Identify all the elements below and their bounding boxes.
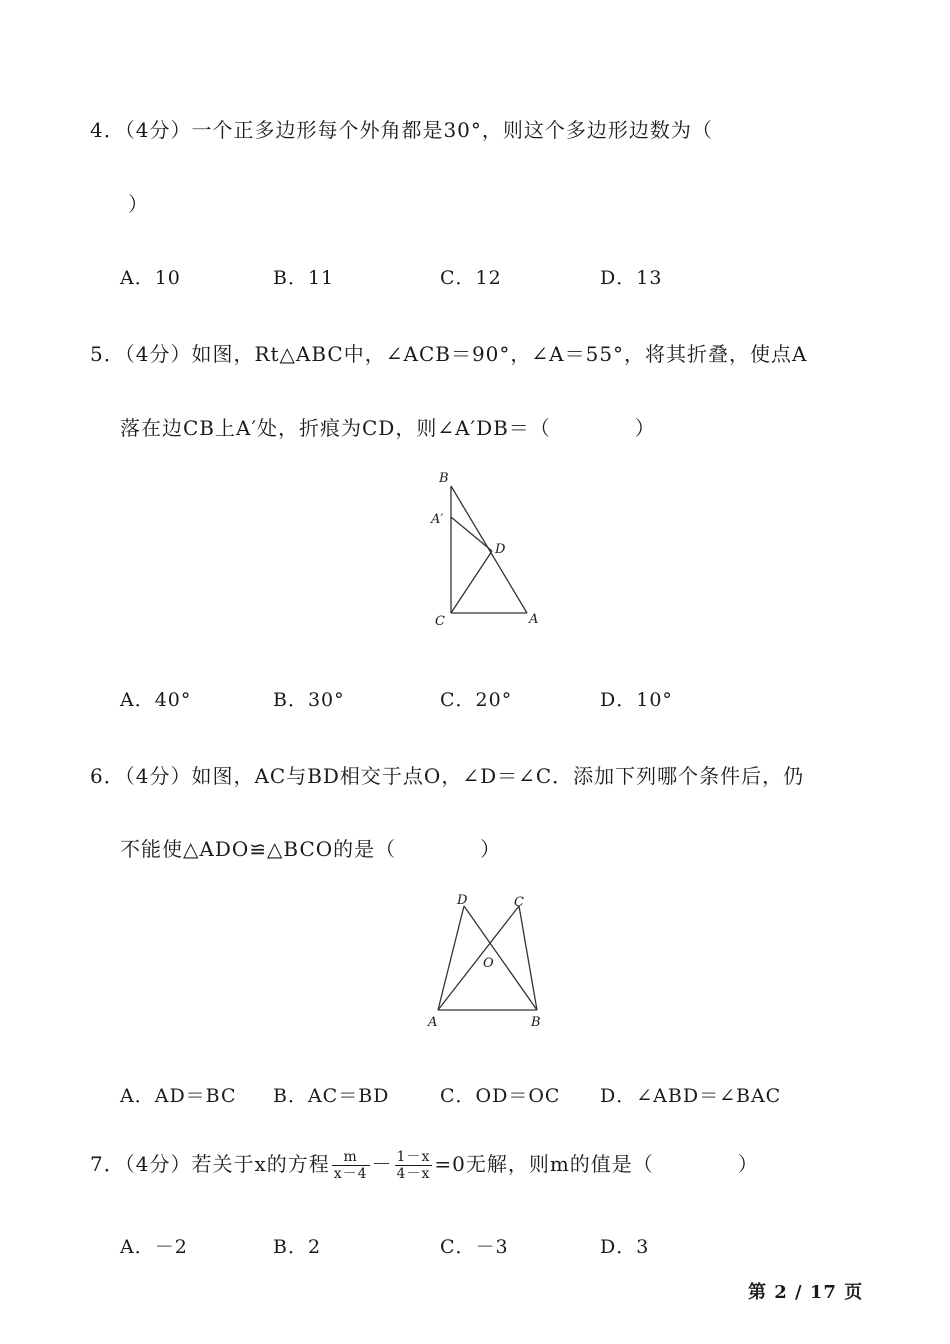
q6-edge-ad [438,906,464,1010]
q5-option-c: C．20° [440,689,513,711]
q6-label-o: O [483,956,494,971]
q6-stem-line1: 6．（4分）如图，AC与BD相交于点O，∠D＝∠C．添加下列哪个条件后，仍 [90,764,805,788]
q7-option-d: D．3 [600,1236,650,1258]
page-number: 第 2 / 17 页 [748,1282,864,1303]
q6-edge-bc [519,906,537,1010]
q7-option-c: C．－3 [440,1236,509,1258]
q6-option-b: B．AC＝BD [273,1085,390,1107]
q6-option-d: D．∠ABD＝∠BAC [600,1085,782,1107]
q4-option-d: D．13 [600,267,663,289]
q7-fraction-2-denominator: 4－x [396,1166,431,1182]
q7-minus-sign: － [371,1152,393,1176]
q6-option-a: A．AD＝BC [120,1085,237,1107]
q5-label-d: D [495,542,506,557]
q4-option-b: B．11 [273,267,335,289]
q5-option-b: B．30° [273,689,345,711]
q5-label-a-prime: A′ [431,512,444,527]
q6-edge-bd [464,906,537,1010]
q6-label-b: B [531,1015,541,1030]
q6-stem-line2: 不能使△ADO≌△BCO的是（ ） [120,837,502,861]
q7-option-b: B．2 [273,1236,322,1258]
q5-label-b: B [439,471,449,486]
q7-fraction-1-denominator: x－4 [333,1166,368,1182]
q5-stem-line1: 5．（4分）如图，Rt△ABC中，∠ACB＝90°，∠A＝55°，将其折叠，使点A [90,342,808,366]
q5-option-d: D．10° [600,689,673,711]
q4-option-a: A．10 [120,267,181,289]
q6-label-d: D [457,893,468,908]
q7-stem [90,1148,759,1182]
q5-label-c: C [435,614,445,629]
q7-option-a: A．－2 [120,1236,188,1258]
q5-label-a: A [529,612,539,627]
q5-edge-ba [451,486,527,613]
q5-stem-line2: 落在边CB上A′处，折痕为CD，则∠A′DB＝（ ） [120,416,656,440]
q7-fraction-1-numerator: m [332,1149,370,1166]
q7-stem-prefix: 7．（4分）若关于x的方程 [90,1152,330,1176]
q5-edge-cd [451,551,492,613]
q4-stem-line1: 4．（4分）一个正多边形每个外角都是30°，则这个多边形边数为（ [90,118,713,142]
q6-edge-ac [438,906,519,1010]
q4-stem-line2: ） [128,192,149,216]
q5-triangle-figure [420,466,550,630]
q7-fraction-1 [332,1149,370,1182]
q6-label-c: C [514,895,524,910]
q6-quadrilateral-figure [422,886,557,1032]
q7-stem-suffix: =0无解，则m的值是（ ） [434,1152,759,1176]
q5-option-a: A．40° [120,689,192,711]
q4-option-c: C．12 [440,267,502,289]
q6-option-c: C．OD＝OC [440,1085,561,1107]
q6-label-a: A [428,1015,438,1030]
q7-fraction-2 [395,1149,433,1182]
q7-fraction-2-numerator: 1－x [396,1149,431,1165]
q5-edge-a1d [451,517,492,551]
